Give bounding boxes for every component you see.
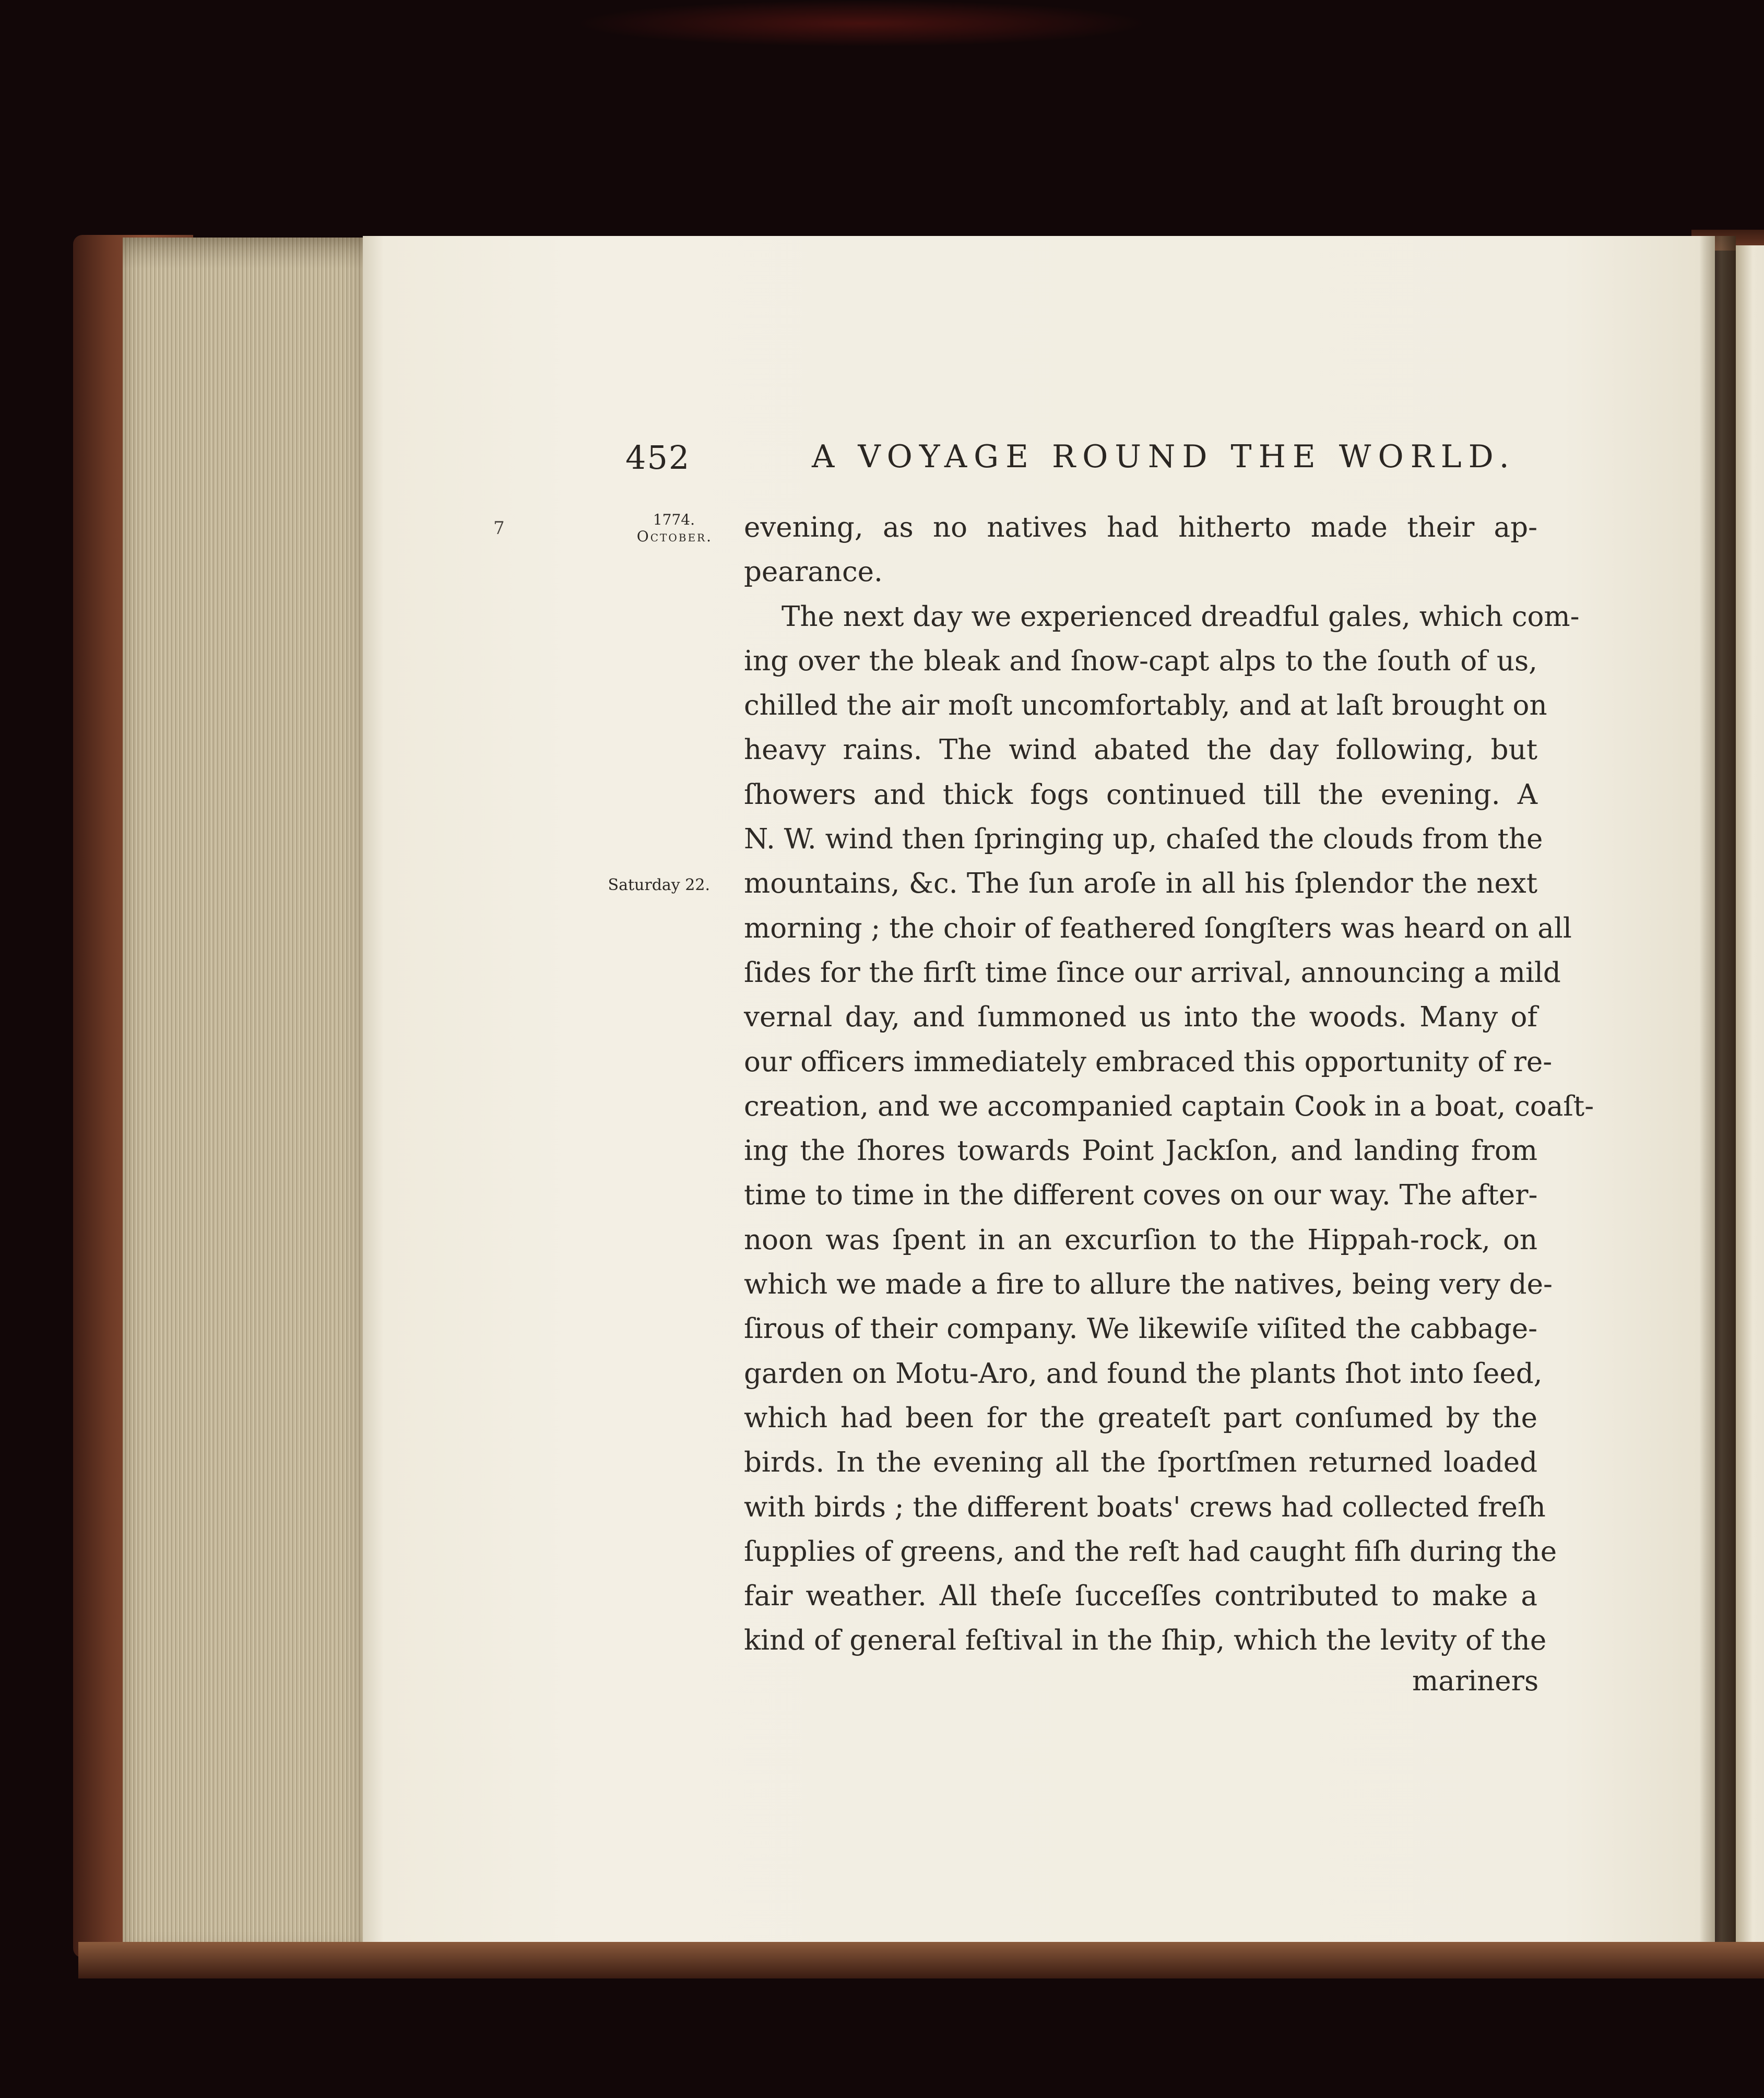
page-edges [123,238,365,1955]
catchword: mariners [1412,1665,1539,1697]
margin-date [598,513,713,544]
text-line: mountains, &c. The ſun aroſe in all his ſplendor the next [744,868,1537,900]
text-line: evening, as no natives had hitherto made their ap- [744,512,1537,543]
page-number: 452 [625,438,691,477]
page-edges-shadow [123,238,365,269]
text-line: ſupplies of greens, and the reſt had caught fiſh during the [744,1535,1557,1568]
margin-year: 1774. [653,511,695,528]
text-line: heavy rains. The wind abated the day following, but [744,734,1537,766]
text-line: pearance. [744,556,883,588]
text-line: ſides for the firſt time ſince our arrival, announcing a mild [744,956,1561,989]
text-line: noon was ſpent in an excurſion to the Hippah-rock, on [744,1224,1537,1256]
text-line: N. W. wind then ſpringing up, chaſed the clouds from the [744,823,1543,856]
margin-month: October. [636,528,713,545]
text-line: ing the ſhores towards Point Jackſon, and landing from [744,1135,1537,1167]
running-title: A VOYAGE ROUND THE WORLD. [812,438,1516,475]
text-line: The next day we experienced dreadful gales, which com- [782,600,1580,633]
text-line: fair weather. All theſe ſucceſſes contributed to make a [744,1580,1537,1613]
facing-page-edge [1736,245,1764,1963]
book-cover-bottom [78,1942,1764,1978]
text-line: time to time in the different coves on our way. The after- [744,1179,1538,1212]
background-stain [574,0,1149,47]
text-line: morning ; the choir of feathered ſongſters was heard on all [744,912,1572,944]
text-line: garden on Motu-Aro, and found the plants ſhot into ſeed, [744,1357,1543,1390]
margin-day-note: Saturday 22. [608,876,710,894]
text-line: chilled the air moſt uncomfortably, and at laſt brought on [744,690,1547,722]
text-line: creation, and we accompanied captain Cook in a boat, coaſt- [744,1090,1594,1122]
stray-mark: 7 [493,518,505,539]
page-gutter [1699,236,1736,1964]
text-line: vernal day, and ſummoned us into the woods. Many of [744,1001,1537,1034]
text-line: which we made a fire to allure the natives, being very de- [744,1269,1553,1301]
text-line: ſhowers and thick fogs continued till the evening. A [744,778,1537,811]
text-line: with birds ; the different boats' crews had collected freſh [744,1491,1546,1523]
text-line: kind of general feſtival in the ſhip, which the levity of the [744,1625,1547,1657]
body-text [744,505,1594,1663]
text-line: birds. In the evening all the ſportſmen returned loaded [744,1447,1537,1479]
text-line: ing over the bleak and ſnow-capt alps to the ſouth of us, [744,645,1537,677]
text-line: ſirous of their company. We likewiſe viſited the cabbage- [744,1313,1537,1345]
text-line: our officers immediately embraced this opportunity of re- [744,1046,1553,1078]
text-line: which had been for the greateſt part conſumed by the [744,1402,1537,1434]
